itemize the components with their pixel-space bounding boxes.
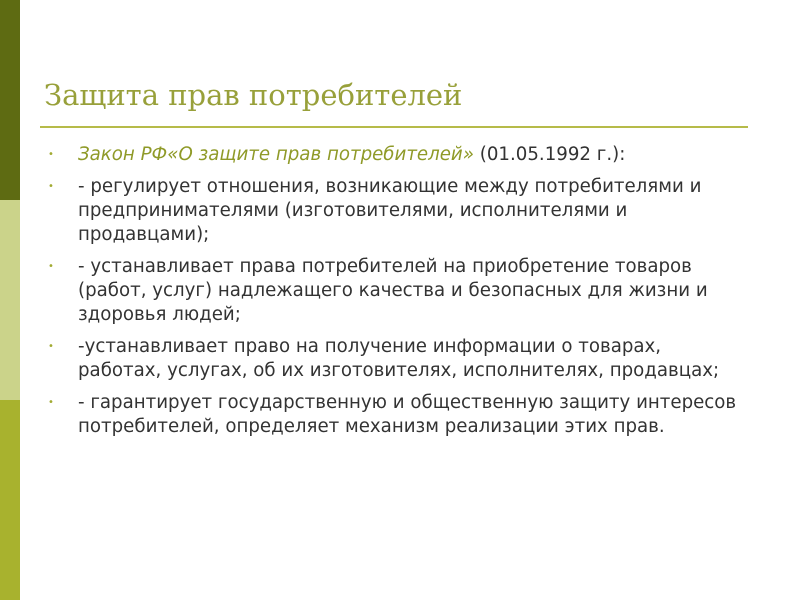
list-item-text: - гарантирует государственную и общественную защиту интересов потребителей, определяет механизм реализации этих прав.: [78, 392, 737, 437]
title-underline: [40, 126, 748, 128]
bullet-icon: •: [48, 397, 54, 408]
left-bar-segment-dark: [0, 0, 20, 200]
list-item-text: - устанавливает права потребителей на приобретение товаров (работ, услуг) надлежащего качества и безопасных для жизни и здоровья людей;: [78, 256, 708, 325]
law-name: Закон РФ«О защите прав потребителей»: [78, 144, 474, 165]
left-decorative-bar: [0, 0, 20, 600]
bullet-icon: •: [48, 341, 54, 352]
left-bar-segment-medium: [0, 400, 20, 600]
list-item-guarantees: [44, 391, 744, 439]
bullet-icon: •: [48, 261, 54, 272]
list-item-regulates: [44, 175, 744, 247]
law-date: (01.05.1992 г.):: [473, 144, 626, 165]
bullet-icon: •: [48, 149, 54, 160]
list-item-text: -устанавливает право на получение информации о товарах, работах, услугах, об их изготовителях, исполнителях, продавцах;: [78, 336, 720, 381]
bullet-icon: •: [48, 181, 54, 192]
bullet-list: [44, 143, 744, 447]
list-item-law: [44, 143, 744, 167]
list-item-rights: [44, 255, 744, 327]
list-item-text: - регулирует отношения, возникающие между потребителями и предпринимателями (изготовителями, исполнителями и продавцами);: [78, 176, 702, 245]
list-item-information: [44, 335, 744, 383]
slide-title: Защита прав потребителей: [44, 78, 463, 112]
left-bar-segment-light: [0, 200, 20, 400]
